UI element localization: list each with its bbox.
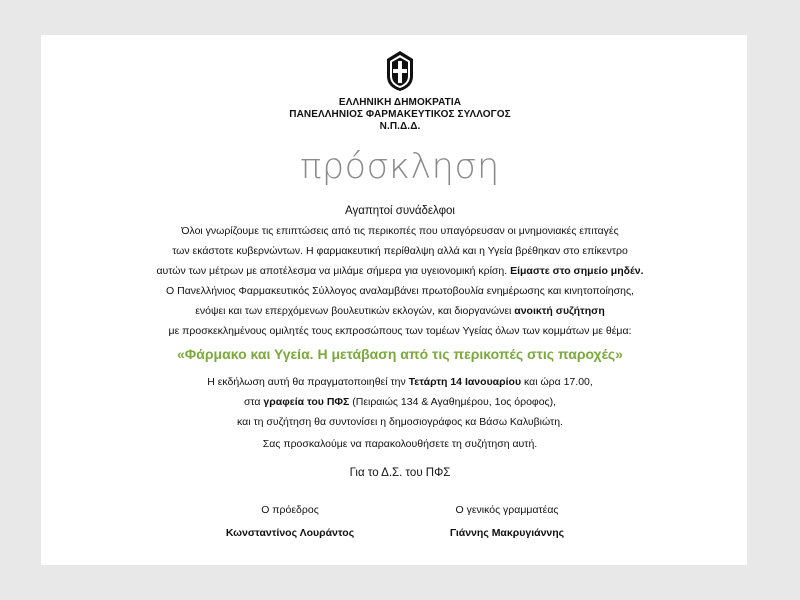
event-headline: «Φάρμακο και Υγεία. Η μετάβαση από τις περικοπές στις παροχές» (177, 346, 623, 362)
event-text: στα (243, 396, 264, 408)
paragraph-line: των εκάστοτε κυβερνώντων. Η φαρμακευτική περίθαλψη αλλά και η Υγεία βρέθηκαν στο επίκεντρο (172, 245, 628, 257)
emphasis-text: ανοικτή συζήτηση (514, 305, 605, 317)
emphasis-text: Είμαστε στο σημείο μηδέν. (510, 265, 644, 277)
org-country: ΕΛΛΗΝΙΚΗ ΔΗΜΟΚΡΑΤΙΑ (338, 97, 462, 108)
event-date: Τετάρτη 14 Ιανουαρίου (408, 376, 522, 388)
paragraph-text: ενόψει και των επερχόμενων βουλευτικών εκλογών, και διοργανώνει (195, 305, 515, 317)
board-line: Για το Δ.Σ. του ΠΦΣ (349, 467, 451, 479)
paragraph-text: αυτών των μέτρων με αποτέλεσμα να μιλάμε σήμερα για υγειονομική κρίση. (156, 265, 511, 277)
greeting: Αγαπητοί συνάδελφοι (345, 205, 455, 217)
org-name: ΠΑΝΕΛΛΗΝΙΟΣ ΦΑΡΜΑΚΕΥΤΙΚΟΣ ΣΥΛΛΟΓΟΣ (289, 109, 511, 120)
event-line (60, 395, 740, 409)
event-text: και ώρα 17.00, (521, 376, 593, 388)
secretary-name: Γιάννης Μακρυγιάννης (449, 527, 565, 539)
greek-coat-of-arms-icon (385, 49, 415, 93)
paragraph-line (60, 264, 740, 278)
page-title: πρόσκληση (300, 147, 500, 187)
event-text: (Πειραιώς 134 & Αγαθημέρου, 1ος όροφος), (349, 396, 557, 408)
signature-role-president: Ο πρόεδρος (261, 504, 319, 516)
paragraph-line: με προσκεκλημένους ομιλητές τους εκπροσώπους των τομέων Υγείας όλων των κομμάτων με θέμα: (168, 325, 632, 337)
signature-name-secretary (387, 527, 627, 539)
event-venue: γραφεία του ΠΦΣ (263, 396, 350, 408)
paragraph-line: Όλοι γνωρίζουμε τις επιπτώσεις από τις περικοπές που υπαγόρευσαν οι μνημονιακές επιταγές (181, 225, 619, 237)
signature-name-president (170, 527, 410, 539)
closing-line: Σας προσκαλούμε να παρακολουθήσετε τη συζήτηση αυτή. (262, 438, 538, 450)
event-line: και τη συζήτηση θα συντονίσει η δημοσιογράφος κα Βάσω Καλυβιώτη. (237, 416, 563, 428)
paragraph-line: Ο Πανελλήνιος Φαρμακευτικός Σύλλογος αναλαμβάνει πρωτοβουλία ενημέρωσης και κινητοποίησης, (166, 285, 634, 297)
event-line (60, 375, 740, 389)
paragraph-line (60, 304, 740, 318)
president-name: Κωνσταντίνος Λουράντος (225, 527, 355, 539)
org-legal-form: Ν.Π.Δ.Δ. (379, 121, 421, 132)
signature-role-secretary: Ο γενικός γραμματέας (455, 504, 559, 516)
event-text: Η εκδήλωση αυτή θα πραγματοποιηθεί την (207, 376, 409, 388)
